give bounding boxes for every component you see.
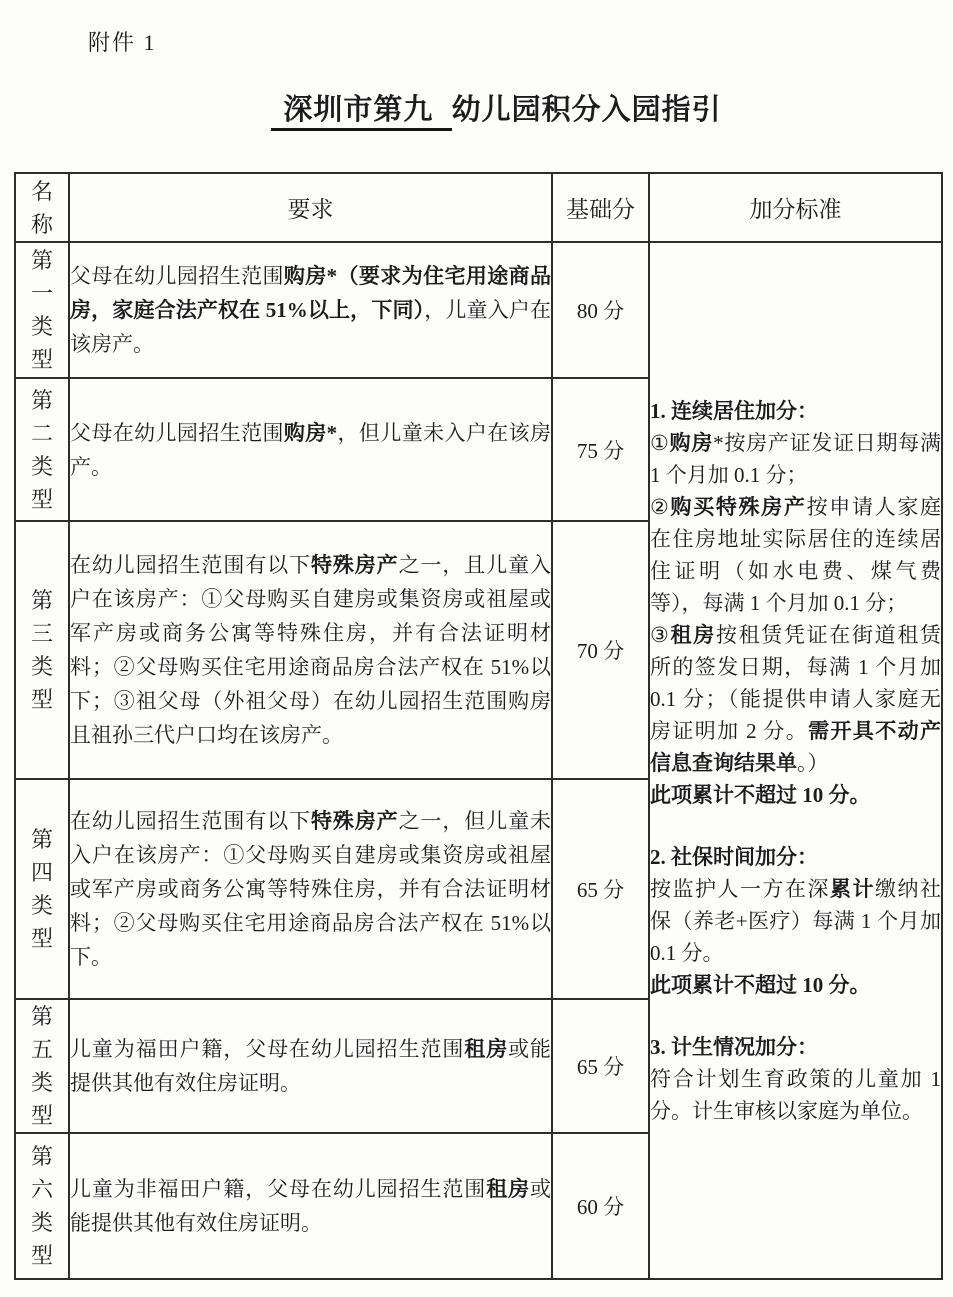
row-type-cell	[15, 521, 69, 779]
bonus-paragraph: 1. 连续居住加分：	[650, 398, 818, 423]
bonus-section-social-insurance	[650, 841, 941, 1001]
requirement-cell: 儿童为非福田户籍，父母在幼儿园招生范围租房或能提供其他有效住房证明。	[69, 1133, 552, 1279]
requirement-cell: 父母在幼儿园招生范围购房*（要求为住宅用途商品房，家庭合法产权在 51%以上，下同），儿童入户在该房产。	[69, 242, 552, 378]
row-type-cell	[15, 999, 69, 1133]
row-type-cell	[15, 1133, 69, 1279]
base-score-cell: 70 分	[552, 521, 649, 779]
header-name	[15, 173, 69, 242]
row-type-text: 第六类型	[30, 1144, 53, 1268]
base-score-cell: 60 分	[552, 1133, 649, 1279]
header-name-text: 名称	[30, 178, 53, 237]
row-type-cell	[15, 378, 69, 521]
base-score-cell: 80 分	[552, 242, 649, 378]
bonus-paragraph: 3. 计生情况加分：	[650, 1034, 818, 1059]
bonus-section-family-planning	[650, 1031, 941, 1127]
header-requirement: 要求	[69, 173, 552, 242]
bonus-paragraph: 按监护人一方在深累计缴纳社保（养老+医疗）每满 1 个月加 0.1 分。	[650, 876, 941, 965]
base-score-cell: 65 分	[552, 999, 649, 1133]
requirement-cell: 在幼儿园招生范围有以下特殊房产之一，但儿童未入户在该房产：①父母购买自建房或集资房或祖屋或军产房或商务公寓等特殊住房，并有合法证明材料；②父母购买住宅用途商品房合法产权在 51%以下。	[69, 779, 552, 999]
page-title	[40, 87, 953, 128]
header-base-score: 基础分	[552, 173, 649, 242]
bonus-paragraph: 此项累计不超过 10 分。	[650, 782, 871, 807]
table-header-row	[15, 173, 942, 242]
bonus-paragraph: 2. 社保时间加分：	[650, 844, 818, 869]
title-rest: 幼儿园积分入园指引	[451, 94, 722, 126]
requirement-cell: 儿童为福田户籍，父母在幼儿园招生范围租房或能提供其他有效住房证明。	[69, 999, 552, 1133]
attachment-label: 附件 1	[88, 30, 157, 55]
bonus-paragraph: ②购买特殊房产按申请人家庭在住房地址实际居住的连续居住证明（如水电费、煤气费等），每满 1 个月加 0.1 分；	[650, 494, 942, 615]
base-score-cell: 75 分	[552, 378, 649, 521]
row-type-text: 第三类型	[30, 588, 53, 712]
points-table	[14, 172, 943, 1280]
row-type-cell	[15, 242, 69, 378]
requirement-cell: 父母在幼儿园招生范围购房*，但儿童未入户在该房产。	[69, 378, 552, 521]
row-type-text: 第四类型	[30, 827, 53, 951]
requirement-cell: 在幼儿园招生范围有以下特殊房产之一，且儿童入户在该房产：①父母购买自建房或集资房或祖屋或军产房或商务公寓等特殊住房，并有合法证明材料；②父母购买住宅用途商品房合法产权在 51%以下；③祖父母（外祖父母）在幼儿园招生范围购房且祖孙三代户口均在该房产。	[69, 521, 552, 779]
title-underlined-part: 深圳市第九	[271, 94, 451, 131]
bonus-paragraph: ①购房*按房产证发证日期每满 1 个月加 0.1 分；	[650, 430, 942, 487]
bonus-section-residence	[650, 395, 941, 811]
row-type-cell	[15, 779, 69, 999]
table-row	[15, 242, 942, 378]
base-score-cell: 65 分	[552, 779, 649, 999]
bonus-paragraph: ③租房按租赁凭证在街道租赁所的签发日期，每满 1 个月加 0.1 分；（能提供申请人家庭无房证明加 2 分。需开具不动产信息查询结果单。）	[650, 622, 942, 775]
row-type-text: 第二类型	[30, 387, 53, 512]
bonus-criteria-cell	[649, 242, 942, 1279]
bonus-paragraph: 符合计划生育政策的儿童加 1 分。计生审核以家庭为单位。	[650, 1066, 941, 1123]
row-type-text: 第五类型	[30, 1004, 53, 1128]
header-bonus: 加分标准	[649, 173, 942, 242]
row-type-text: 第一类型	[30, 248, 53, 372]
bonus-paragraph: 此项累计不超过 10 分。	[650, 972, 871, 997]
